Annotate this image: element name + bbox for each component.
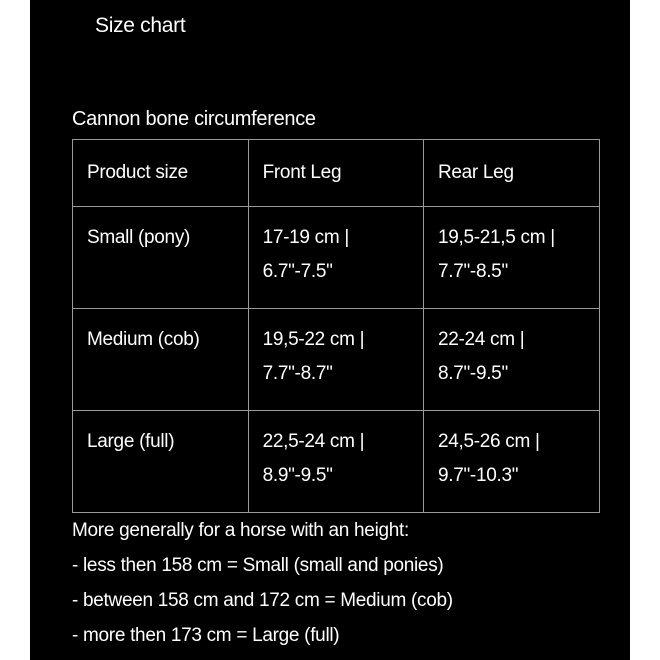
page-title: Size chart	[95, 14, 186, 37]
front-cm: 17-19 cm |	[262, 227, 350, 248]
cell-front-leg	[248, 411, 423, 513]
size-table	[72, 139, 600, 513]
front-inch: 7.7"-8.7"	[262, 363, 333, 384]
cell-rear-leg	[423, 309, 599, 411]
cell-rear-leg	[423, 411, 599, 513]
cell-size	[73, 411, 249, 513]
height-notes	[72, 513, 453, 653]
cell-size	[73, 309, 249, 411]
size-label: Small (pony)	[87, 227, 191, 248]
cell-front-leg	[248, 309, 423, 411]
size-chart-panel	[30, 0, 630, 660]
rear-cm: 19,5-21,5 cm |	[437, 227, 555, 248]
front-cm: 19,5-22 cm |	[262, 329, 365, 350]
header-product-size: Product size	[73, 140, 249, 207]
front-cm: 22,5-24 cm |	[262, 431, 365, 452]
table-row	[73, 207, 600, 309]
rear-inch: 7.7"-8.5"	[437, 261, 508, 282]
cell-rear-leg	[423, 207, 599, 309]
notes-intro: More generally for a horse with an height:	[72, 520, 409, 541]
table-header-row	[73, 140, 600, 207]
size-label: Medium (cob)	[87, 329, 200, 350]
header-rear-leg: Rear Leg	[423, 140, 599, 207]
section-label: Cannon bone circumference	[72, 108, 316, 130]
rear-inch: 9.7"-10.3"	[437, 465, 519, 486]
rear-cm: 24,5-26 cm |	[437, 431, 540, 452]
note-line-small: - less then 158 cm = Small (small and ponies)	[72, 555, 444, 576]
front-inch: 6.7"-7.5"	[262, 261, 333, 282]
front-inch: 8.9"-9.5"	[262, 465, 333, 486]
note-line-medium: - between 158 cm and 172 cm = Medium (cob)	[72, 590, 453, 611]
header-front-leg: Front Leg	[248, 140, 423, 207]
size-label: Large (full)	[87, 431, 175, 452]
rear-cm: 22-24 cm |	[437, 329, 525, 350]
cell-front-leg	[248, 207, 423, 309]
table-row	[73, 309, 600, 411]
rear-inch: 8.7"-9.5"	[437, 363, 508, 384]
table-row	[73, 411, 600, 513]
cell-size	[73, 207, 249, 309]
note-line-large: - more then 173 cm = Large (full)	[72, 625, 340, 646]
